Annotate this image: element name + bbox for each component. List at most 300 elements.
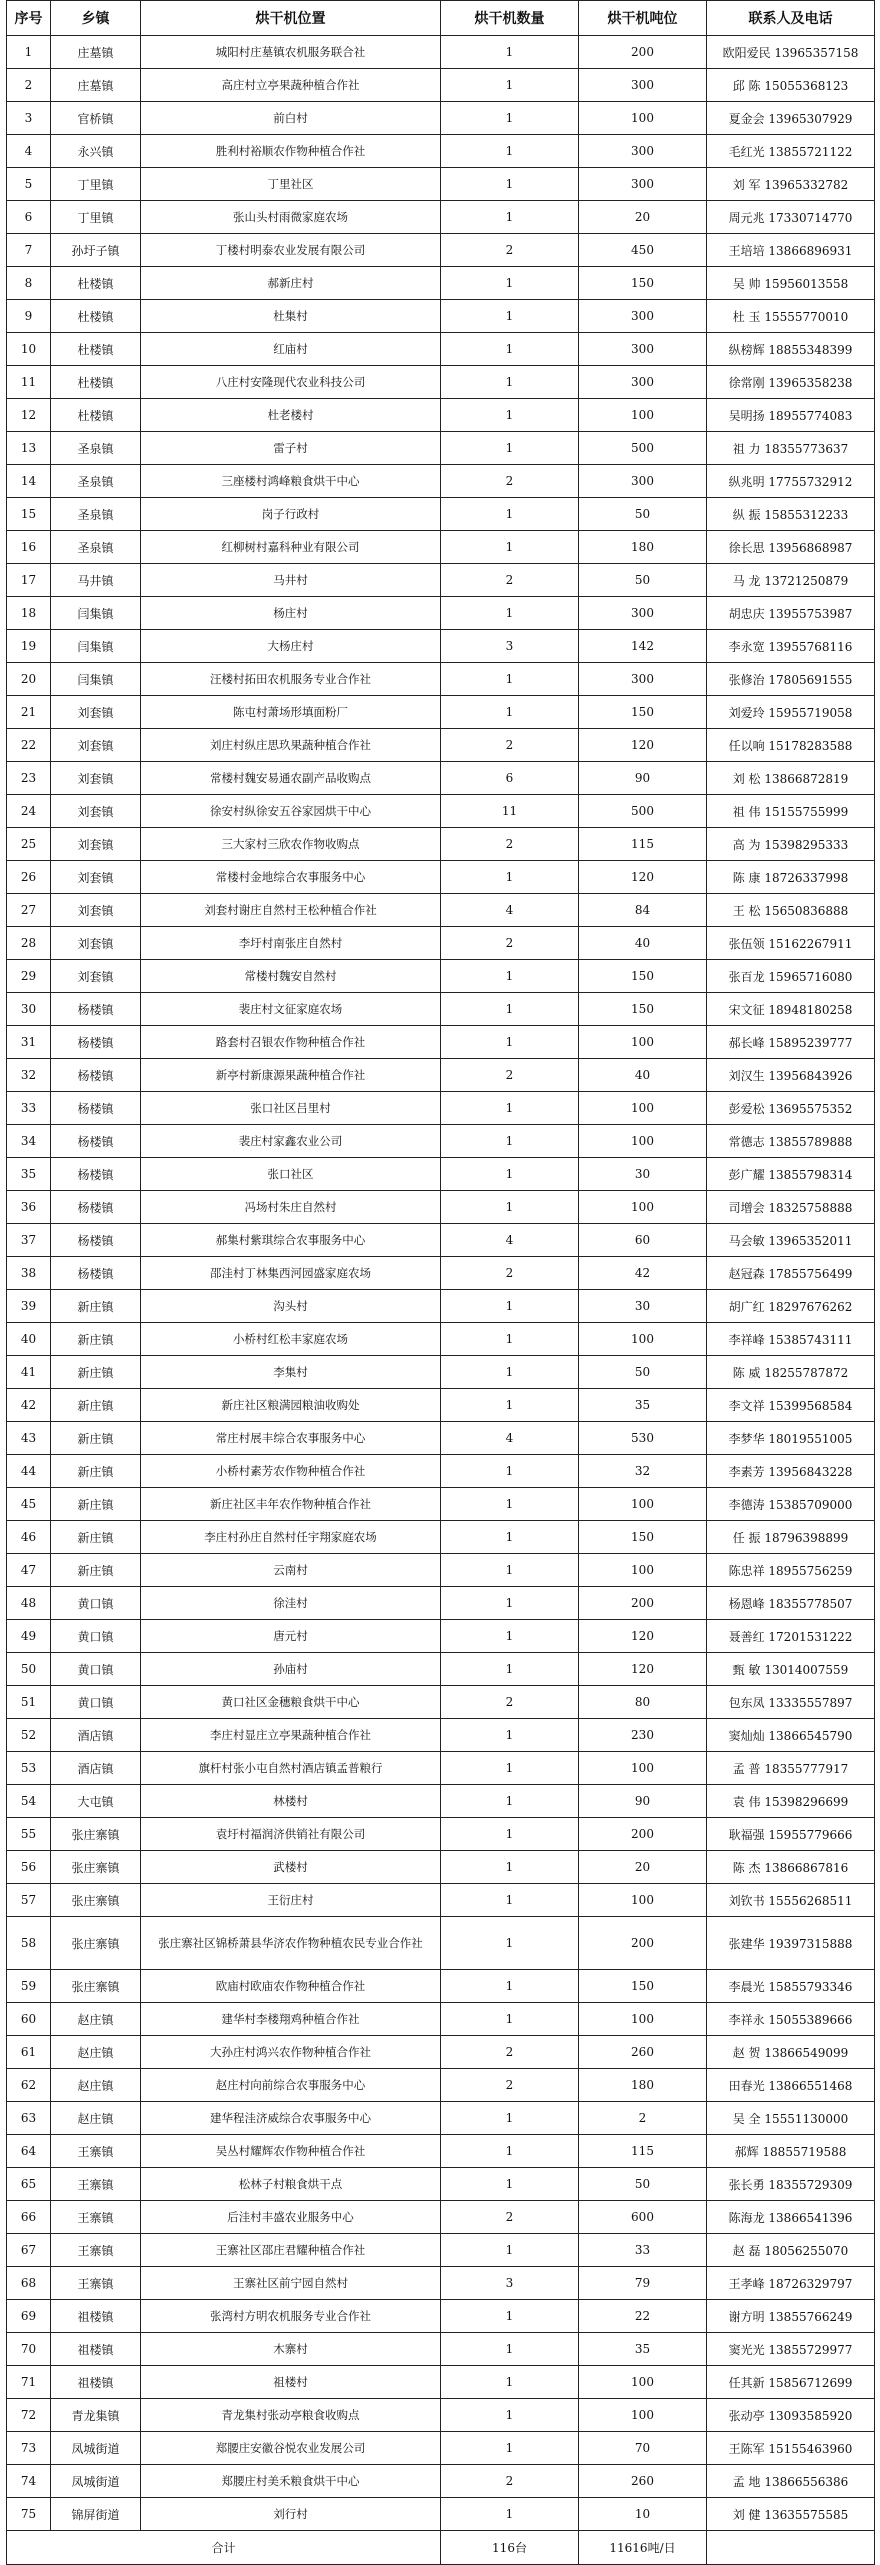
row-town: 酒店镇: [51, 1719, 141, 1752]
table-row: [7, 960, 875, 993]
row-tonnage: 50: [579, 564, 707, 597]
row-count: 1: [441, 2003, 579, 2036]
row-count: 1: [441, 696, 579, 729]
table-row: [7, 1970, 875, 2003]
row-location: 武楼村: [141, 1851, 441, 1884]
row-index: 26: [7, 861, 51, 894]
table-row: [7, 498, 875, 531]
row-town: 刘套镇: [51, 927, 141, 960]
row-index: 41: [7, 1356, 51, 1389]
row-contact: 杨恩峰 18355778507: [707, 1587, 875, 1620]
row-tonnage: 120: [579, 861, 707, 894]
table-row: [7, 1818, 875, 1851]
row-contact: 李文祥 15399568584: [707, 1389, 875, 1422]
table-row: [7, 762, 875, 795]
row-index: 6: [7, 201, 51, 234]
total-tonnage: 11616吨/日: [579, 2531, 707, 2565]
row-index: 67: [7, 2234, 51, 2267]
row-tonnage: 300: [579, 366, 707, 399]
row-tonnage: 10: [579, 2498, 707, 2531]
table-row: [7, 795, 875, 828]
row-count: 1: [441, 597, 579, 630]
row-town: 王寨镇: [51, 2267, 141, 2300]
row-location: 徐洼村: [141, 1587, 441, 1620]
row-town: 新庄镇: [51, 1356, 141, 1389]
row-index: 74: [7, 2465, 51, 2498]
row-contact: 胡忠庆 13955753987: [707, 597, 875, 630]
row-index: 20: [7, 663, 51, 696]
row-tonnage: 200: [579, 1818, 707, 1851]
row-index: 29: [7, 960, 51, 993]
row-count: 1: [441, 333, 579, 366]
row-location: 松林子村粮食烘干点: [141, 2168, 441, 2201]
row-town: 张庄寨镇: [51, 1970, 141, 2003]
row-count: 1: [441, 1125, 579, 1158]
row-count: 3: [441, 2267, 579, 2300]
row-location: 邵洼村丁林集西河园盛家庭农场: [141, 1257, 441, 1290]
table-row: [7, 201, 875, 234]
row-count: 2: [441, 927, 579, 960]
row-location: 郝新庄村: [141, 267, 441, 300]
row-count: 1: [441, 300, 579, 333]
row-index: 49: [7, 1620, 51, 1653]
total-label: 合计: [7, 2531, 441, 2565]
table-row: [7, 894, 875, 927]
row-tonnage: 50: [579, 2168, 707, 2201]
row-town: 杨楼镇: [51, 1257, 141, 1290]
row-contact: 司增会 18325758888: [707, 1191, 875, 1224]
row-contact: 李素芳 13956843228: [707, 1455, 875, 1488]
table-row: [7, 1554, 875, 1587]
row-location: 雷子村: [141, 432, 441, 465]
row-tonnage: 33: [579, 2234, 707, 2267]
row-count: 1: [441, 1356, 579, 1389]
row-index: 39: [7, 1290, 51, 1323]
row-location: 小桥村素芳农作物种植合作社: [141, 1455, 441, 1488]
row-tonnage: 79: [579, 2267, 707, 2300]
row-town: 黄口镇: [51, 1620, 141, 1653]
row-tonnage: 120: [579, 729, 707, 762]
row-count: 2: [441, 1257, 579, 1290]
row-count: 4: [441, 894, 579, 927]
row-count: 2: [441, 1059, 579, 1092]
row-town: 王寨镇: [51, 2168, 141, 2201]
header-tonnage: 烘干机吨位: [579, 1, 707, 36]
row-location: 张口社区吕里村: [141, 1092, 441, 1125]
row-location: 王衍庄村: [141, 1884, 441, 1917]
row-count: 4: [441, 1224, 579, 1257]
table-row: [7, 597, 875, 630]
row-tonnage: 530: [579, 1422, 707, 1455]
row-contact: 张百龙 15965716080: [707, 960, 875, 993]
row-town: 刘套镇: [51, 861, 141, 894]
row-location: 郝集村紫琪综合农事服务中心: [141, 1224, 441, 1257]
row-tonnage: 200: [579, 1587, 707, 1620]
row-tonnage: 100: [579, 1323, 707, 1356]
row-index: 10: [7, 333, 51, 366]
row-town: 圣泉镇: [51, 531, 141, 564]
row-town: 丁里镇: [51, 168, 141, 201]
row-town: 王寨镇: [51, 2201, 141, 2234]
table-row: [7, 1323, 875, 1356]
header-row: [7, 1, 875, 36]
row-location: 建华村李楼翔鸡种植合作社: [141, 2003, 441, 2036]
row-town: 凤城街道: [51, 2432, 141, 2465]
row-index: 13: [7, 432, 51, 465]
header-count: 烘干机数量: [441, 1, 579, 36]
row-contact: 毛红光 13855721122: [707, 135, 875, 168]
row-contact: 赵冠森 17855756499: [707, 1257, 875, 1290]
row-location: 张湾村方明农机服务专业合作社: [141, 2300, 441, 2333]
row-tonnage: 300: [579, 135, 707, 168]
row-contact: 刘 松 13866872819: [707, 762, 875, 795]
row-index: 40: [7, 1323, 51, 1356]
row-town: 新庄镇: [51, 1554, 141, 1587]
row-tonnage: 100: [579, 1488, 707, 1521]
row-index: 22: [7, 729, 51, 762]
table-row: [7, 1620, 875, 1653]
table-row: [7, 36, 875, 69]
row-contact: 刘钦书 15556268511: [707, 1884, 875, 1917]
row-town: 刘套镇: [51, 696, 141, 729]
row-count: 1: [441, 2399, 579, 2432]
row-location: 李庄村显庄立亭果蔬种植合作社: [141, 1719, 441, 1752]
row-tonnage: 120: [579, 1653, 707, 1686]
row-count: 2: [441, 2069, 579, 2102]
row-index: 43: [7, 1422, 51, 1455]
row-contact: 任以响 15178283588: [707, 729, 875, 762]
row-index: 69: [7, 2300, 51, 2333]
row-tonnage: 300: [579, 168, 707, 201]
row-location: 新亭村新康源果蔬种植合作社: [141, 1059, 441, 1092]
row-count: 1: [441, 531, 579, 564]
row-count: 3: [441, 630, 579, 663]
header-contact: 联系人及电话: [707, 1, 875, 36]
row-index: 71: [7, 2366, 51, 2399]
row-location: 祖楼村: [141, 2366, 441, 2399]
table-row: [7, 1422, 875, 1455]
row-town: 圣泉镇: [51, 432, 141, 465]
row-index: 60: [7, 2003, 51, 2036]
total-count: 116台: [441, 2531, 579, 2565]
table-row: [7, 1587, 875, 1620]
row-contact: 祖 伟 15155755999: [707, 795, 875, 828]
table-row: [7, 1521, 875, 1554]
row-town: 张庄寨镇: [51, 1818, 141, 1851]
row-tonnage: 42: [579, 1257, 707, 1290]
row-contact: 孟 普 18355777917: [707, 1752, 875, 1785]
row-town: 新庄镇: [51, 1455, 141, 1488]
row-location: 汪楼村拓田农机服务专业合作社: [141, 663, 441, 696]
row-contact: 纵榜辉 18855348399: [707, 333, 875, 366]
row-index: 21: [7, 696, 51, 729]
row-town: 闫集镇: [51, 597, 141, 630]
row-contact: 杜 玉 15555770010: [707, 300, 875, 333]
row-town: 青龙集镇: [51, 2399, 141, 2432]
row-tonnage: 142: [579, 630, 707, 663]
row-count: 1: [441, 2498, 579, 2531]
row-location: 岗子行政村: [141, 498, 441, 531]
row-tonnage: 180: [579, 2069, 707, 2102]
row-contact: 包东凤 13335557897: [707, 1686, 875, 1719]
row-tonnage: 300: [579, 300, 707, 333]
row-tonnage: 100: [579, 1125, 707, 1158]
row-count: 1: [441, 1653, 579, 1686]
table-row: [7, 2168, 875, 2201]
row-contact: 袁 伟 15398296699: [707, 1785, 875, 1818]
row-location: 杨庄村: [141, 597, 441, 630]
row-town: 杨楼镇: [51, 1026, 141, 1059]
table-row: [7, 1158, 875, 1191]
header-index: 序号: [7, 1, 51, 36]
row-contact: 纵 振 15855312233: [707, 498, 875, 531]
row-count: 1: [441, 2234, 579, 2267]
row-index: 65: [7, 2168, 51, 2201]
table-row: [7, 1092, 875, 1125]
row-index: 19: [7, 630, 51, 663]
row-location: 张庄寨社区锦桥萧县华济农作物种植农民专业合作社: [141, 1917, 441, 1970]
table-row: [7, 2201, 875, 2234]
row-index: 32: [7, 1059, 51, 1092]
row-contact: 刘爱玲 15955719058: [707, 696, 875, 729]
row-index: 66: [7, 2201, 51, 2234]
row-tonnage: 70: [579, 2432, 707, 2465]
row-index: 62: [7, 2069, 51, 2102]
row-index: 5: [7, 168, 51, 201]
row-index: 44: [7, 1455, 51, 1488]
row-count: 2: [441, 2036, 579, 2069]
row-index: 24: [7, 795, 51, 828]
table-row: [7, 1257, 875, 1290]
table-row: [7, 1389, 875, 1422]
row-town: 锦屏街道: [51, 2498, 141, 2531]
row-index: 28: [7, 927, 51, 960]
row-location: 建华程洼济威综合农事服务中心: [141, 2102, 441, 2135]
row-town: 杨楼镇: [51, 1125, 141, 1158]
row-tonnage: 300: [579, 333, 707, 366]
row-count: 1: [441, 1158, 579, 1191]
row-town: 黄口镇: [51, 1653, 141, 1686]
row-location: 林楼村: [141, 1785, 441, 1818]
row-index: 42: [7, 1389, 51, 1422]
row-index: 35: [7, 1158, 51, 1191]
row-index: 9: [7, 300, 51, 333]
row-town: 庄墓镇: [51, 36, 141, 69]
row-index: 56: [7, 1851, 51, 1884]
table-row: [7, 2234, 875, 2267]
row-tonnage: 100: [579, 2399, 707, 2432]
row-count: 4: [441, 1422, 579, 1455]
row-town: 赵庄镇: [51, 2036, 141, 2069]
row-location: 刘庄村纵庄思玖果蔬种植合作社: [141, 729, 441, 762]
row-location: 路套村召银农作物种植合作社: [141, 1026, 441, 1059]
table-row: [7, 1752, 875, 1785]
row-index: 61: [7, 2036, 51, 2069]
row-count: 1: [441, 201, 579, 234]
row-tonnage: 150: [579, 993, 707, 1026]
table-row: [7, 993, 875, 1026]
row-contact: 张长勇 18355729309: [707, 2168, 875, 2201]
row-contact: 李永宽 13955768116: [707, 630, 875, 663]
row-count: 2: [441, 564, 579, 597]
row-tonnage: 200: [579, 36, 707, 69]
row-location: 黄口社区金穗粮食烘干中心: [141, 1686, 441, 1719]
row-town: 杜楼镇: [51, 267, 141, 300]
row-count: 2: [441, 2465, 579, 2498]
row-tonnage: 260: [579, 2465, 707, 2498]
table-row: [7, 1917, 875, 1970]
table-row: [7, 2366, 875, 2399]
row-index: 52: [7, 1719, 51, 1752]
row-count: 1: [441, 1818, 579, 1851]
table-row: [7, 1290, 875, 1323]
row-contact: 李祥峰 15385743111: [707, 1323, 875, 1356]
row-tonnage: 35: [579, 1389, 707, 1422]
row-count: 1: [441, 663, 579, 696]
row-location: 八庄村安隆现代农业科技公司: [141, 366, 441, 399]
row-town: 丁里镇: [51, 201, 141, 234]
row-contact: 王孝峰 18726329797: [707, 2267, 875, 2300]
row-index: 23: [7, 762, 51, 795]
row-contact: 刘 军 13965332782: [707, 168, 875, 201]
row-contact: 谢方明 13855766249: [707, 2300, 875, 2333]
row-contact: 李祥永 15055389666: [707, 2003, 875, 2036]
row-index: 2: [7, 69, 51, 102]
row-contact: 赵 磊 18056255070: [707, 2234, 875, 2267]
row-location: 三座楼村鸿峰粮食烘干中心: [141, 465, 441, 498]
row-town: 庄墓镇: [51, 69, 141, 102]
row-contact: 张修治 17805691555: [707, 663, 875, 696]
row-location: 高庄村立亭果蔬种植合作社: [141, 69, 441, 102]
table-row: [7, 399, 875, 432]
row-index: 25: [7, 828, 51, 861]
table-row: [7, 2432, 875, 2465]
row-count: 1: [441, 2366, 579, 2399]
row-count: 2: [441, 1686, 579, 1719]
row-index: 45: [7, 1488, 51, 1521]
row-location: 裴庄村文征家庭农场: [141, 993, 441, 1026]
row-tonnage: 150: [579, 267, 707, 300]
row-count: 1: [441, 69, 579, 102]
table-row: [7, 1356, 875, 1389]
row-contact: 李梦华 18019551005: [707, 1422, 875, 1455]
row-count: 2: [441, 234, 579, 267]
row-contact: 王 松 15650836888: [707, 894, 875, 927]
row-index: 8: [7, 267, 51, 300]
row-contact: 刘汉生 13956843926: [707, 1059, 875, 1092]
row-count: 1: [441, 1191, 579, 1224]
row-contact: 耿福强 15955779666: [707, 1818, 875, 1851]
row-contact: 彭广耀 13855798314: [707, 1158, 875, 1191]
row-town: 杜楼镇: [51, 366, 141, 399]
row-location: 李圩村南张庄自然村: [141, 927, 441, 960]
row-tonnage: 150: [579, 1970, 707, 2003]
row-count: 1: [441, 1521, 579, 1554]
row-location: 三大家村三欣农作物收购点: [141, 828, 441, 861]
row-location: 唐元村: [141, 1620, 441, 1653]
row-contact: 祖 力 18355773637: [707, 432, 875, 465]
row-location: 杜集村: [141, 300, 441, 333]
row-count: 1: [441, 1488, 579, 1521]
row-contact: 邱 陈 15055368123: [707, 69, 875, 102]
row-index: 59: [7, 1970, 51, 2003]
row-count: 1: [441, 1620, 579, 1653]
row-location: 云南村: [141, 1554, 441, 1587]
row-contact: 任 振 18796398899: [707, 1521, 875, 1554]
row-tonnage: 100: [579, 1026, 707, 1059]
row-town: 新庄镇: [51, 1422, 141, 1455]
row-tonnage: 40: [579, 927, 707, 960]
table-row: [7, 1785, 875, 1818]
row-town: 杜楼镇: [51, 399, 141, 432]
row-index: 7: [7, 234, 51, 267]
row-count: 1: [441, 1752, 579, 1785]
row-tonnage: 120: [579, 1620, 707, 1653]
row-location: 裴庄村家鑫农业公司: [141, 1125, 441, 1158]
row-location: 冯场村朱庄自然村: [141, 1191, 441, 1224]
row-contact: 彭爱松 13695575352: [707, 1092, 875, 1125]
row-contact: 陈忠祥 18955756259: [707, 1554, 875, 1587]
row-index: 18: [7, 597, 51, 630]
row-index: 37: [7, 1224, 51, 1257]
row-town: 孙圩子镇: [51, 234, 141, 267]
table-row: [7, 1653, 875, 1686]
row-index: 1: [7, 36, 51, 69]
row-location: 沟头村: [141, 1290, 441, 1323]
row-index: 33: [7, 1092, 51, 1125]
row-town: 杨楼镇: [51, 1059, 141, 1092]
row-count: 1: [441, 1389, 579, 1422]
row-location: 张山头村雨微家庭农场: [141, 201, 441, 234]
row-contact: 田春光 13866551468: [707, 2069, 875, 2102]
row-count: 1: [441, 2102, 579, 2135]
table-row: [7, 2498, 875, 2531]
row-town: 刘套镇: [51, 795, 141, 828]
row-count: 1: [441, 135, 579, 168]
row-location: 陈屯村萧场形填面粉厂: [141, 696, 441, 729]
row-count: 1: [441, 1785, 579, 1818]
row-count: 1: [441, 2300, 579, 2333]
row-town: 张庄寨镇: [51, 1917, 141, 1970]
row-town: 刘套镇: [51, 894, 141, 927]
row-index: 70: [7, 2333, 51, 2366]
row-index: 53: [7, 1752, 51, 1785]
row-index: 73: [7, 2432, 51, 2465]
row-town: 杨楼镇: [51, 1092, 141, 1125]
row-index: 11: [7, 366, 51, 399]
row-index: 3: [7, 102, 51, 135]
row-town: 赵庄镇: [51, 2102, 141, 2135]
row-tonnage: 60: [579, 1224, 707, 1257]
row-tonnage: 180: [579, 531, 707, 564]
row-town: 新庄镇: [51, 1323, 141, 1356]
row-count: 2: [441, 465, 579, 498]
row-count: 2: [441, 2201, 579, 2234]
row-index: 16: [7, 531, 51, 564]
row-index: 68: [7, 2267, 51, 2300]
row-contact: 陈 杰 13866867816: [707, 1851, 875, 1884]
row-index: 27: [7, 894, 51, 927]
table-row: [7, 2333, 875, 2366]
row-tonnage: 150: [579, 696, 707, 729]
row-contact: 马 龙 13721250879: [707, 564, 875, 597]
row-town: 新庄镇: [51, 1488, 141, 1521]
row-tonnage: 300: [579, 597, 707, 630]
total-row: [7, 2531, 875, 2565]
row-count: 1: [441, 1554, 579, 1587]
dryer-table: [6, 0, 875, 2565]
row-town: 王寨镇: [51, 2135, 141, 2168]
